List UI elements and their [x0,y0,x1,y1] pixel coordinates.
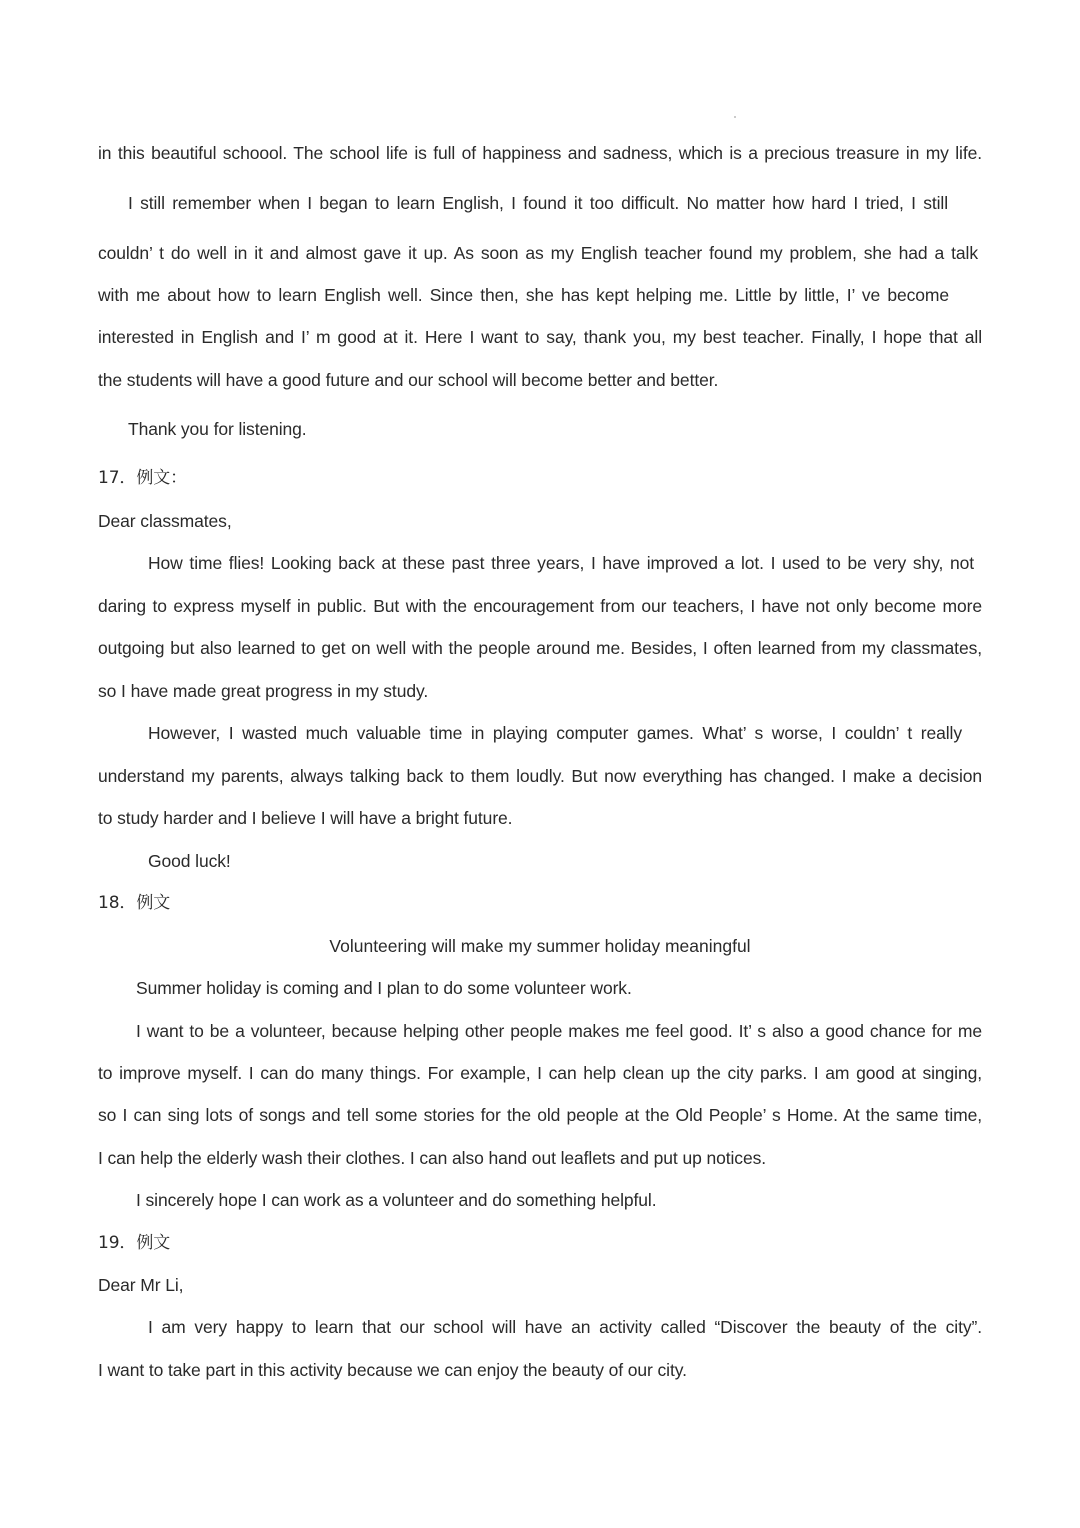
paragraph-line: I am very happy to learn that our school will have an activity called “Discover the beauty of the city”. [148,1317,982,1337]
paragraph-line: outgoing but also learned to get on well with the people around me. Besides, I often learned from my classmates, [98,638,982,658]
paragraph-line: couldn’ t do well in it and almost gave it up. As soon as my English teacher found my problem, she had a talk [98,243,978,263]
paragraph-line: Summer holiday is coming and I plan to do some volunteer work. [136,978,632,998]
paragraph-line: so I can sing lots of songs and tell some stories for the old people at the Old People’ s Home. At the same time, [98,1105,982,1125]
scan-speck [734,116,736,118]
paragraph-line: How time flies! Looking back at these past three years, I have improved a lot. I used to be very shy, not [148,553,974,573]
section-heading-17: 17．例文： [98,468,188,488]
paragraph-line: to improve myself. I can do many things. For example, I can help clean up the city parks. I am good at singing, [98,1063,982,1083]
greeting: Dear Mr Li, [98,1275,184,1295]
paragraph-line: with me about how to learn English well. Since then, she has kept helping me. Little by little, I’ ve become [98,285,949,305]
paragraph-line: daring to express myself in public. But with the encouragement from our teachers, I have not only become more [98,596,982,616]
paragraph-line: interested in English and I’ m good at it. Here I want to say, thank you, my best teacher. Finally, I hope that all [98,327,982,347]
paragraph-line: I want to be a volunteer, because helping other people makes me feel good. It’ s also a good chance for me [136,1021,982,1041]
closing-line: Good luck! [148,851,231,871]
greeting: Dear classmates, [98,511,232,531]
section-heading-18: 18．例文 [98,893,171,913]
paragraph-line: I can help the elderly wash their clothes. I can also hand out leaflets and put up notices. [98,1148,766,1168]
paragraph-line: I sincerely hope I can work as a volunteer and do something helpful. [136,1190,657,1210]
paragraph-line: in this beautiful schoool. The school life is full of happiness and sadness, which is a precious treasure in my life. [98,143,982,163]
closing-line: Thank you for listening. [128,419,307,439]
paragraph-line: I want to take part in this activity because we can enjoy the beauty of our city. [98,1360,687,1380]
section-heading-19: 19．例文 [98,1233,171,1253]
paragraph-line: understand my parents, always talking back to them loudly. But now everything has changed. I make a decision [98,766,982,786]
essay-title: Volunteering will make my summer holiday meaningful [329,936,751,956]
paragraph-line: However, I wasted much valuable time in playing computer games. What’ s worse, I couldn’ t really [148,723,962,743]
paragraph-line: the students will have a good future and our school will become better and better. [98,370,719,390]
paragraph-line: to study harder and I believe I will have a bright future. [98,808,513,828]
paragraph-line: so I have made great progress in my study. [98,681,429,701]
paragraph-line: I still remember when I began to learn English, I found it too difficult. No matter how hard I tried, I still [128,193,948,213]
